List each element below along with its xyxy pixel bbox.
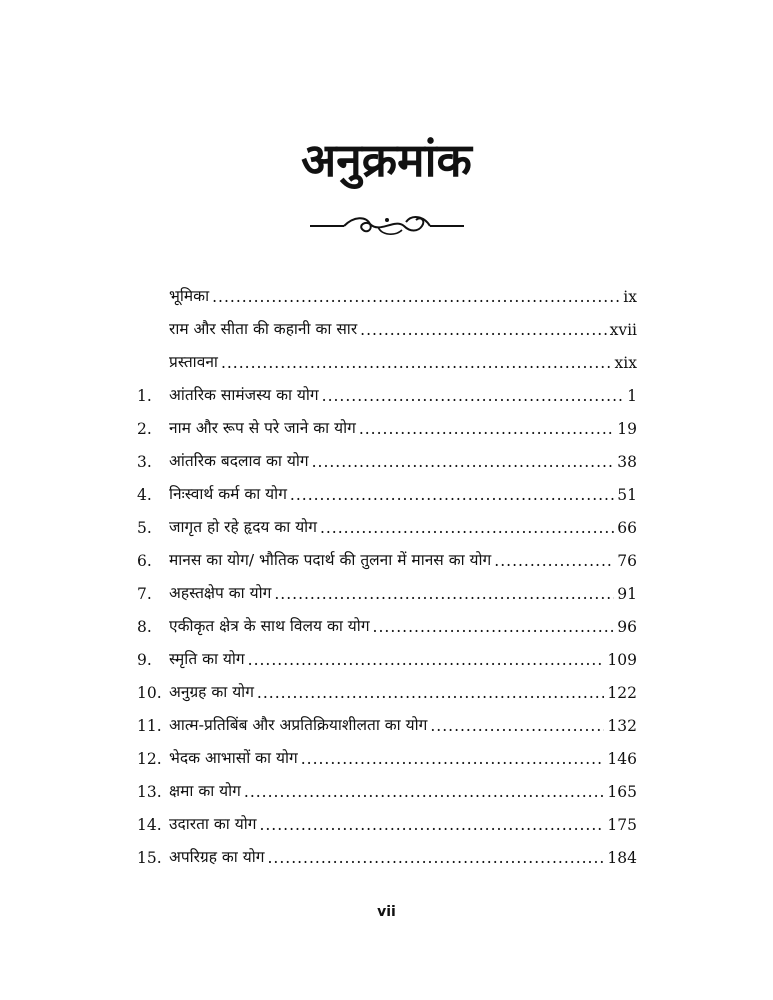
entry-page: 184: [607, 849, 637, 867]
entry-page: 175: [607, 816, 637, 834]
dot-leader: [320, 519, 614, 537]
toc-entry[interactable]: [137, 570, 637, 603]
entry-title: नाम और रूप से परे जाने का योग: [169, 419, 356, 437]
entry-page: 51: [617, 486, 637, 504]
entry-number: 4.: [137, 486, 152, 504]
entry-page: 19: [617, 420, 637, 438]
dot-leader: [212, 288, 620, 306]
entry-number: 14.: [137, 816, 162, 834]
entry-number: 2.: [137, 420, 152, 438]
dot-leader: [221, 354, 612, 372]
toc-entry[interactable]: [137, 702, 637, 735]
table-of-contents: [137, 273, 637, 867]
entry-page: 66: [617, 519, 637, 537]
toc-entry[interactable]: [137, 339, 637, 372]
entry-page: 132: [607, 717, 637, 735]
dot-leader: [257, 684, 604, 702]
entry-title: भेदक आभासों का योग: [169, 749, 298, 767]
dot-leader: [312, 453, 615, 471]
dot-leader: [290, 486, 614, 504]
entry-number: 3.: [137, 453, 152, 471]
dot-leader: [248, 651, 605, 669]
dot-leader: [259, 816, 604, 834]
toc-entry[interactable]: [137, 306, 637, 339]
entry-page: 76: [617, 552, 637, 570]
entry-page: ix: [623, 288, 637, 306]
dot-leader: [494, 552, 614, 570]
entry-number: 5.: [137, 519, 152, 537]
toc-entry[interactable]: [137, 438, 637, 471]
entry-number: 1.: [137, 387, 152, 405]
toc-entry[interactable]: [137, 735, 637, 768]
entry-title: जागृत हो रहे हृदय का योग: [169, 518, 317, 536]
entry-number: 7.: [137, 585, 152, 603]
entry-title: आत्म-प्रतिबिंब और अप्रतिक्रियाशीलता का योग: [169, 716, 428, 734]
entry-title: भूमिका: [169, 287, 210, 305]
entry-number: 9.: [137, 651, 152, 669]
toc-entry[interactable]: [137, 603, 637, 636]
entry-title: एकीकृत क्षेत्र के साथ विलय का योग: [169, 617, 370, 635]
toc-entry[interactable]: [137, 504, 637, 537]
dot-leader: [360, 321, 606, 339]
ornament-divider-icon: [310, 210, 464, 242]
entry-page: 165: [607, 783, 637, 801]
entry-page: 109: [607, 651, 637, 669]
entry-page: 91: [617, 585, 637, 603]
entry-page: 96: [617, 618, 637, 636]
dot-leader: [244, 783, 605, 801]
entry-page: 146: [607, 750, 637, 768]
entry-page: 122: [607, 684, 637, 702]
entry-number: 15.: [137, 849, 162, 867]
entry-number: 11.: [137, 717, 162, 735]
entry-page: 1: [627, 387, 637, 405]
toc-entry[interactable]: [137, 273, 637, 306]
dot-leader: [301, 750, 605, 768]
entry-page: 38: [617, 453, 637, 471]
toc-entry[interactable]: [137, 636, 637, 669]
dot-leader: [274, 585, 614, 603]
page-title: अनुक्रमांक: [301, 133, 472, 187]
entry-title: अपरिग्रह का योग: [169, 848, 265, 866]
dot-leader: [359, 420, 614, 438]
page-number: vii: [377, 904, 396, 920]
dot-leader: [373, 618, 615, 636]
entry-page: xix: [614, 354, 637, 372]
entry-title: अहस्तक्षेप का योग: [169, 584, 272, 602]
toc-entry[interactable]: [137, 537, 637, 570]
entry-title: प्रस्तावना: [169, 353, 218, 371]
dot-leader: [322, 387, 624, 405]
entry-title: निःस्वार्थ कर्म का योग: [169, 485, 287, 503]
entry-title: अनुग्रह का योग: [169, 683, 254, 701]
entry-title: उदारता का योग: [169, 815, 257, 833]
toc-entry[interactable]: [137, 768, 637, 801]
entry-title: आंतरिक सामंजस्य का योग: [169, 386, 319, 404]
entry-number: 12.: [137, 750, 162, 768]
entry-title: मानस का योग/ भौतिक पदार्थ की तुलना में मानस का योग: [169, 551, 492, 569]
toc-entry[interactable]: [137, 405, 637, 438]
toc-entry[interactable]: [137, 372, 637, 405]
entry-title: स्मृति का योग: [169, 650, 245, 668]
entry-number: 13.: [137, 783, 162, 801]
toc-entry[interactable]: [137, 801, 637, 834]
dot-leader: [430, 717, 604, 735]
entry-number: 8.: [137, 618, 152, 636]
entry-title: राम और सीता की कहानी का सार: [169, 320, 358, 338]
entry-title: क्षमा का योग: [169, 782, 241, 800]
entry-number: 10.: [137, 684, 162, 702]
toc-entry[interactable]: [137, 669, 637, 702]
entry-title: आंतरिक बदलाव का योग: [169, 452, 309, 470]
toc-entry[interactable]: [137, 471, 637, 504]
toc-entry[interactable]: [137, 834, 637, 867]
dot-leader: [267, 849, 604, 867]
entry-page: xvii: [609, 321, 637, 339]
entry-number: 6.: [137, 552, 152, 570]
